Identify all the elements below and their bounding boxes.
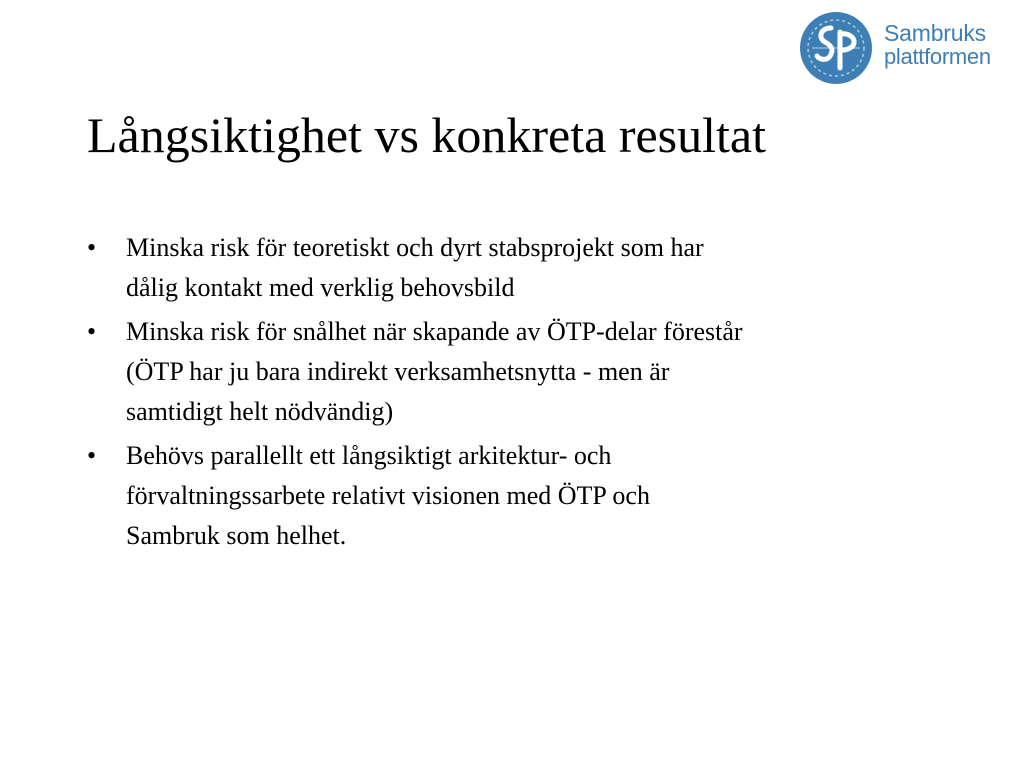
bullet-text-line: dålig kontakt med verklig behovsbild — [126, 273, 515, 302]
bullet-item — [87, 228, 947, 308]
bullet-text-line: Minska risk för teoretiskt och dyrt stabsprojekt som har — [126, 233, 704, 262]
sambruksplattformen-logo — [798, 10, 1008, 86]
logo-wordmark — [884, 22, 991, 68]
bullet-item — [87, 436, 947, 556]
bullet-dot: • — [87, 233, 97, 262]
logo-line-1: Sambruks — [884, 20, 986, 46]
bullet-text-line: Behövs parallellt ett långsiktigt arkitektur- och — [126, 441, 612, 470]
logo-line-2: plattformen — [884, 44, 991, 69]
sp-circle-logo-icon — [798, 10, 874, 86]
slide-title: Långsiktighet vs konkreta resultat — [87, 107, 767, 163]
bullet-text-line: Minska risk för snålhet när skapande av ÖTP-delar förestår — [126, 317, 743, 346]
bullet-text-line: Sambruk som helhet. — [126, 521, 347, 550]
bullet-text-line: (ÖTP har ju bara indirekt verksamhetsnytta - men är — [126, 357, 670, 386]
bullet-list — [87, 228, 947, 560]
bullet-dot: • — [87, 441, 97, 470]
bullet-dot: • — [87, 317, 97, 346]
bullet-text-line: samtidigt helt nödvändig) — [126, 397, 394, 426]
bullet-item — [87, 312, 947, 432]
bullet-text-line: förvaltningssarbete relativt visionen med ÖTP och — [126, 481, 650, 510]
